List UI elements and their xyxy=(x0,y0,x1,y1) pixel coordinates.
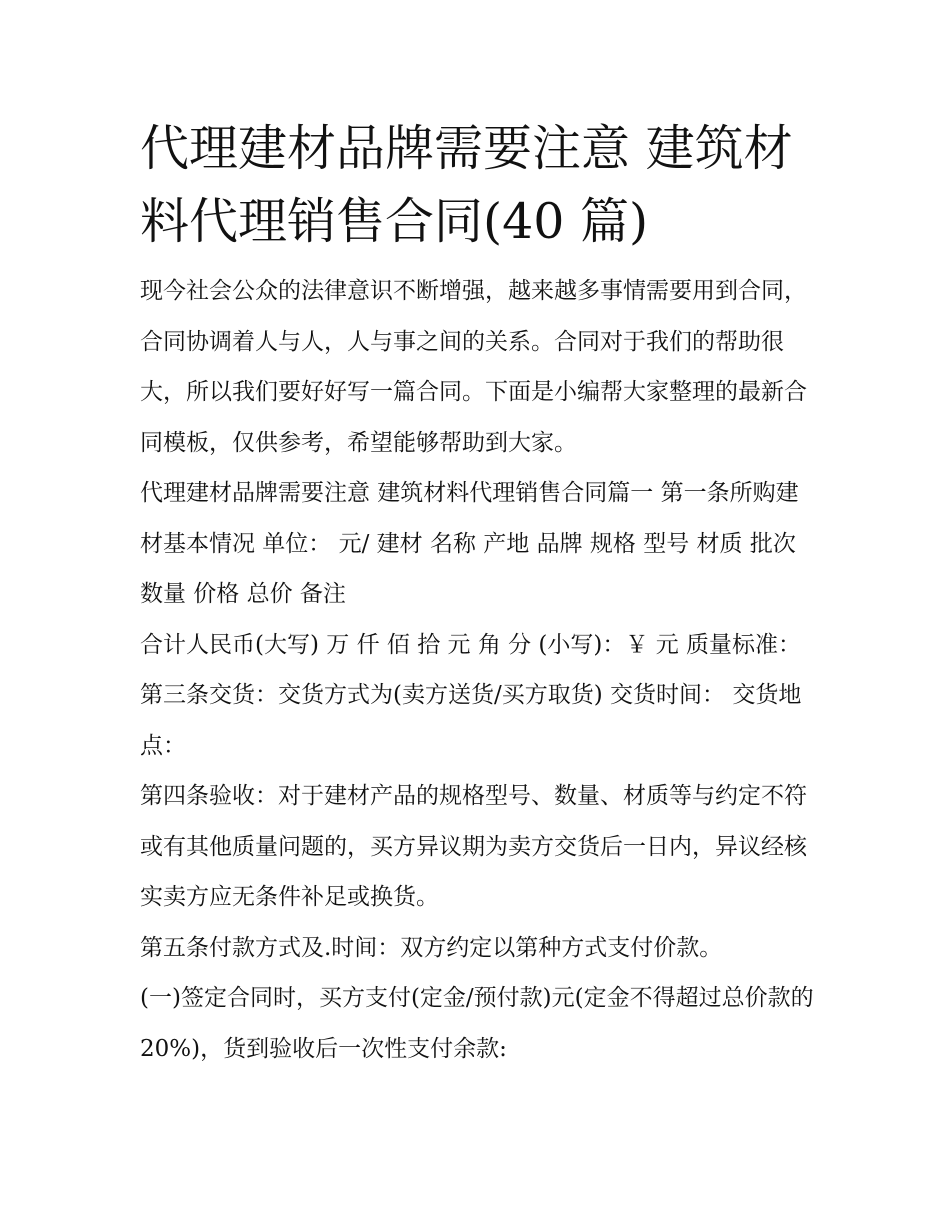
document-page xyxy=(140,112,820,1074)
paragraph-article-one: 代理建材品牌需要注意 建筑材料代理销售合同篇一 第一条所购建材基本情况 单位： 元/ 建材 名称 产地 品牌 规格 型号 材质 批次 数量 价格 总价 备注 xyxy=(140,480,799,607)
paragraph-total-and-delivery: 合计人民币(大写) 万 仟 佰 拾 元 角 分 (小写)：￥ 元 质量标准： 第三条交货：交货方式为(卖方送货/买方取货) 交货时间： 交货地点： xyxy=(140,631,802,759)
paragraph-article-four: 第四条验收：对于建材产品的规格型号、数量、材质等与约定不符或有其他质量问题的，买方异议期为卖方交货后一日内，异议经核实卖方应无条件补足或换货。 xyxy=(140,783,807,910)
paragraph-article-five: 第五条付款方式及.时间：双方约定以第种方式支付价款。 xyxy=(140,934,723,961)
paragraph-payment-option-one: (一)签定合同时，买方支付(定金/预付款)元(定金不得超过总价款的 20%)，货到验收后一次性支付余款: xyxy=(140,985,814,1062)
document-title: 代理建材品牌需要注意 建筑材料代理销售合同(40 篇) xyxy=(140,120,793,250)
paragraph-intro: 现今社会公众的法律意识不断增强，越来越多事情需要用到合同，合同协调着人与人，人与事之间的关系。合同对于我们的帮助很大，所以我们要好好写一篇合同。下面是小编帮大家整理的最新合同模板，仅供参考，希望能够帮助到大家。 xyxy=(140,278,807,456)
